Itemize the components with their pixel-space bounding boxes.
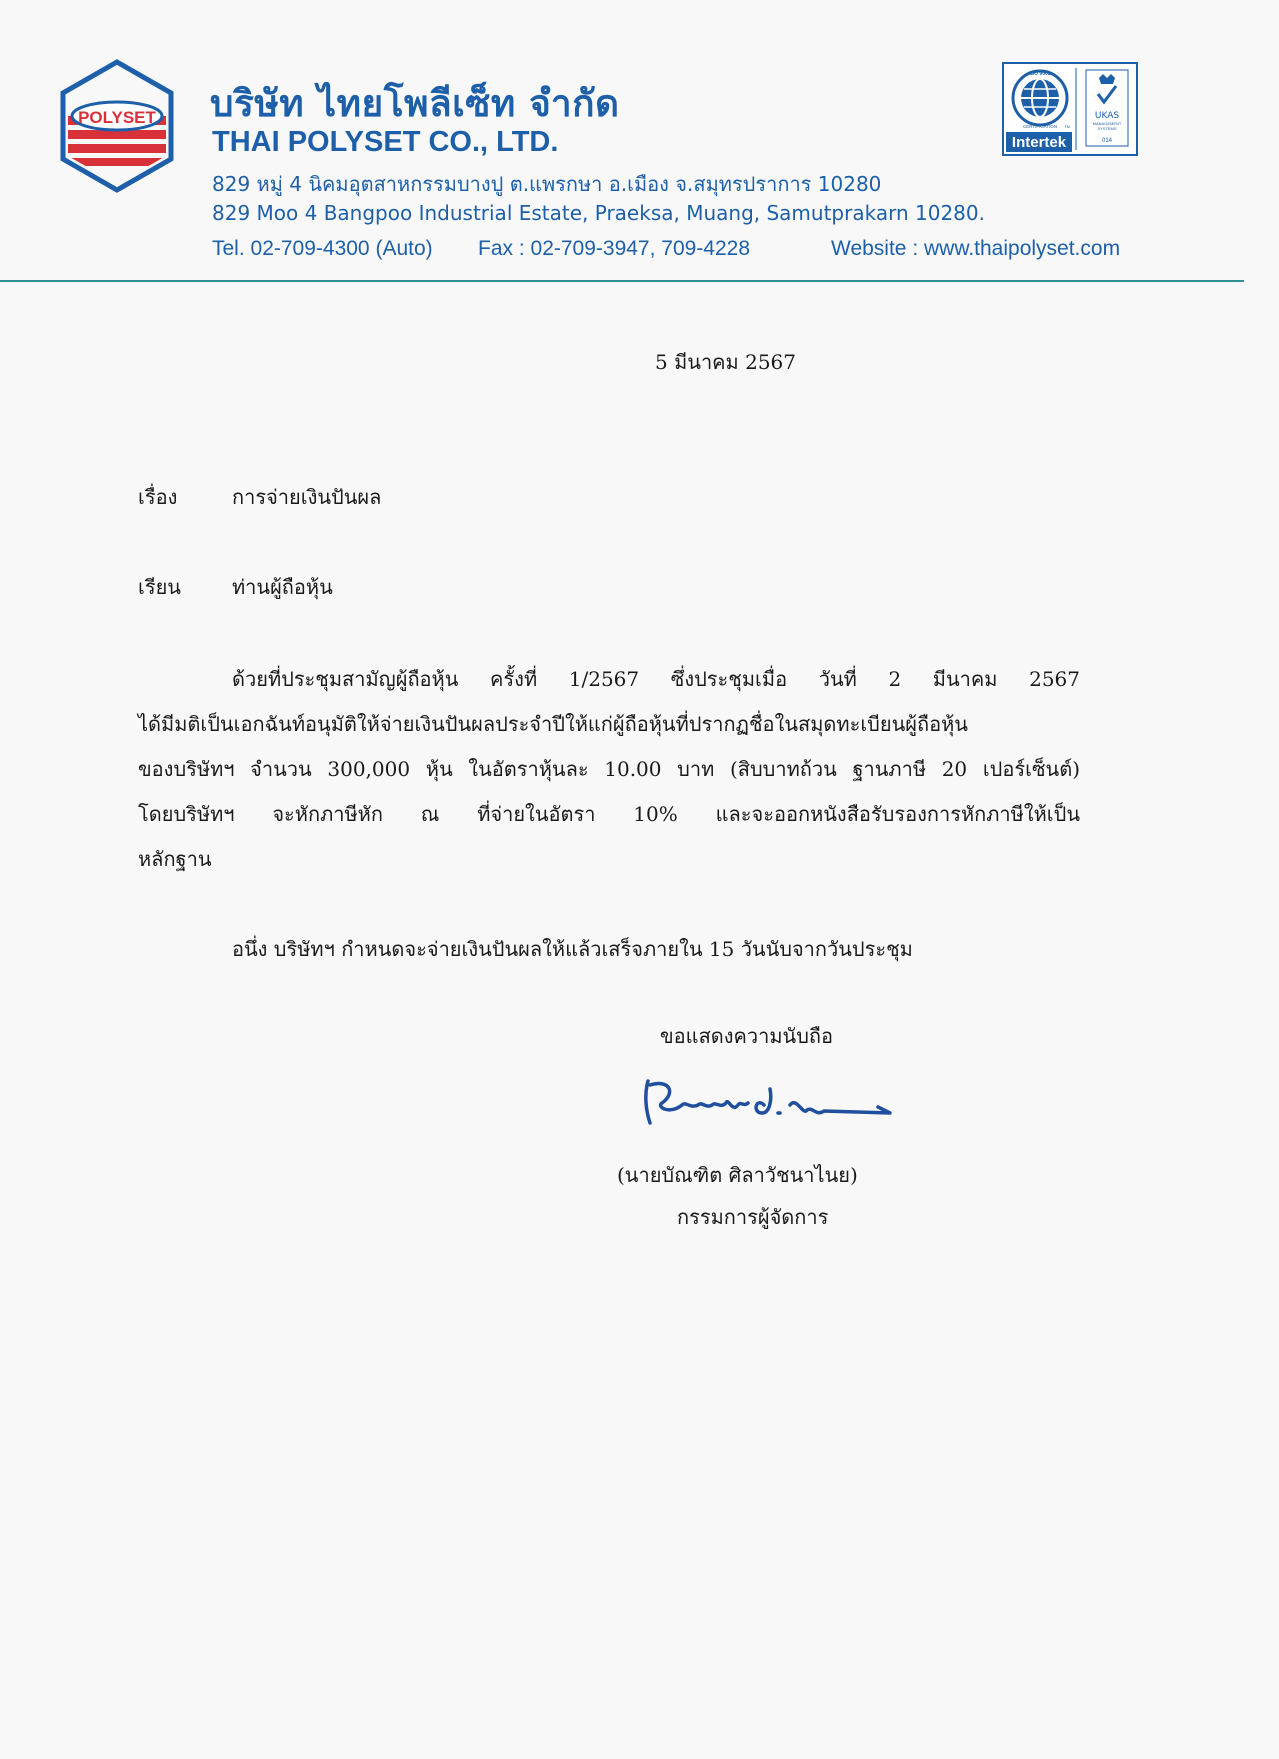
ukas-label: UKAS <box>1094 111 1120 121</box>
payment-note: อนึ่ง บริษัทฯ กำหนดจะจ่ายเงินปันผลให้แล้วเสร็จภายใน 15 วันนับจากวันประชุม <box>232 937 913 961</box>
subject-label: เรื่อง <box>138 485 178 509</box>
address-english: 829 Moo 4 Bangpoo Industrial Estate, Praeksa, Muang, Samutprakarn 10280. <box>212 201 985 225</box>
polyset-logo <box>58 58 176 194</box>
signature <box>640 1075 910 1135</box>
signer-name: (นายบัณฑิต ศิลาวัชนาไนย) <box>617 1163 858 1187</box>
salutation-text: ท่านผู้ถือหุ้น <box>232 575 333 599</box>
iso-text: ISO 9001 <box>1029 71 1051 77</box>
ukas-systems: SYSTEMS <box>1097 126 1117 131</box>
letter-date: 5 มีนาคม 2567 <box>655 350 796 374</box>
company-name-thai: บริษัท ไทยโพลีเซ็ท จำกัด <box>210 82 620 125</box>
certification-badge <box>1002 62 1138 156</box>
body-paragraph <box>138 663 1080 871</box>
closing-phrase: ขอแสดงความนับถือ <box>660 1024 834 1048</box>
telephone: Tel. 02-709-4300 (Auto) <box>212 237 433 260</box>
tm-mark: TM <box>1064 124 1070 129</box>
fax: Fax : 02-709-3947, 709-4228 <box>478 237 751 260</box>
website: Website : www.thaipolyset.com <box>831 237 1121 260</box>
address-thai: 829 หมู่ 4 นิคมอุตสาหกรรมบางปู ต.แพรกษา อ.เมือง จ.สมุทรปราการ 10280 <box>212 172 882 196</box>
paragraph-line: หลักฐาน <box>138 847 212 871</box>
intertek-label: Intertek <box>1011 134 1067 151</box>
header-divider <box>0 280 1244 282</box>
ukas-management: MANAGEMENT <box>1092 121 1122 126</box>
salutation-label: เรียน <box>138 575 181 599</box>
paragraph-line: ได้มีมติเป็นเอกฉันท์อนุมัติให้จ่ายเงินปันผลประจำปีให้แก่ผู้ถือหุ้นที่ปรากฏชื่อในสมุดทะเบียนผู้ถือหุ้น <box>138 712 968 736</box>
logo-text: POLYSET <box>78 108 156 127</box>
letterhead <box>0 0 1279 290</box>
ukas-number: 014 <box>1101 138 1113 144</box>
paragraph-line: ของบริษัทฯ จำนวน 300,000 หุ้น ในอัตราหุ้นละ 10.00 บาท (สิบบาทถ้วน ฐานภาษี 20 เปอร์เซ็นต์) <box>138 757 1080 781</box>
certification-text: CERTIFICATION <box>1022 124 1058 129</box>
company-name-english: THAI POLYSET CO., LTD. <box>212 126 559 158</box>
paragraph-line: โดยบริษัทฯ จะหักภาษีหัก ณ ที่จ่ายในอัตรา 10% และจะออกหนังสือรับรองการหักภาษีให้เป็น <box>138 802 1080 826</box>
subject-text: การจ่ายเงินปันผล <box>232 485 382 509</box>
signer-title: กรรมการผู้จัดการ <box>677 1205 829 1229</box>
paragraph-line: ด้วยที่ประชุมสามัญผู้ถือหุ้น ครั้งที่ 1/2567 ซึ่งประชุมเมื่อ วันที่ 2 มีนาคม 2567 <box>232 667 1080 691</box>
